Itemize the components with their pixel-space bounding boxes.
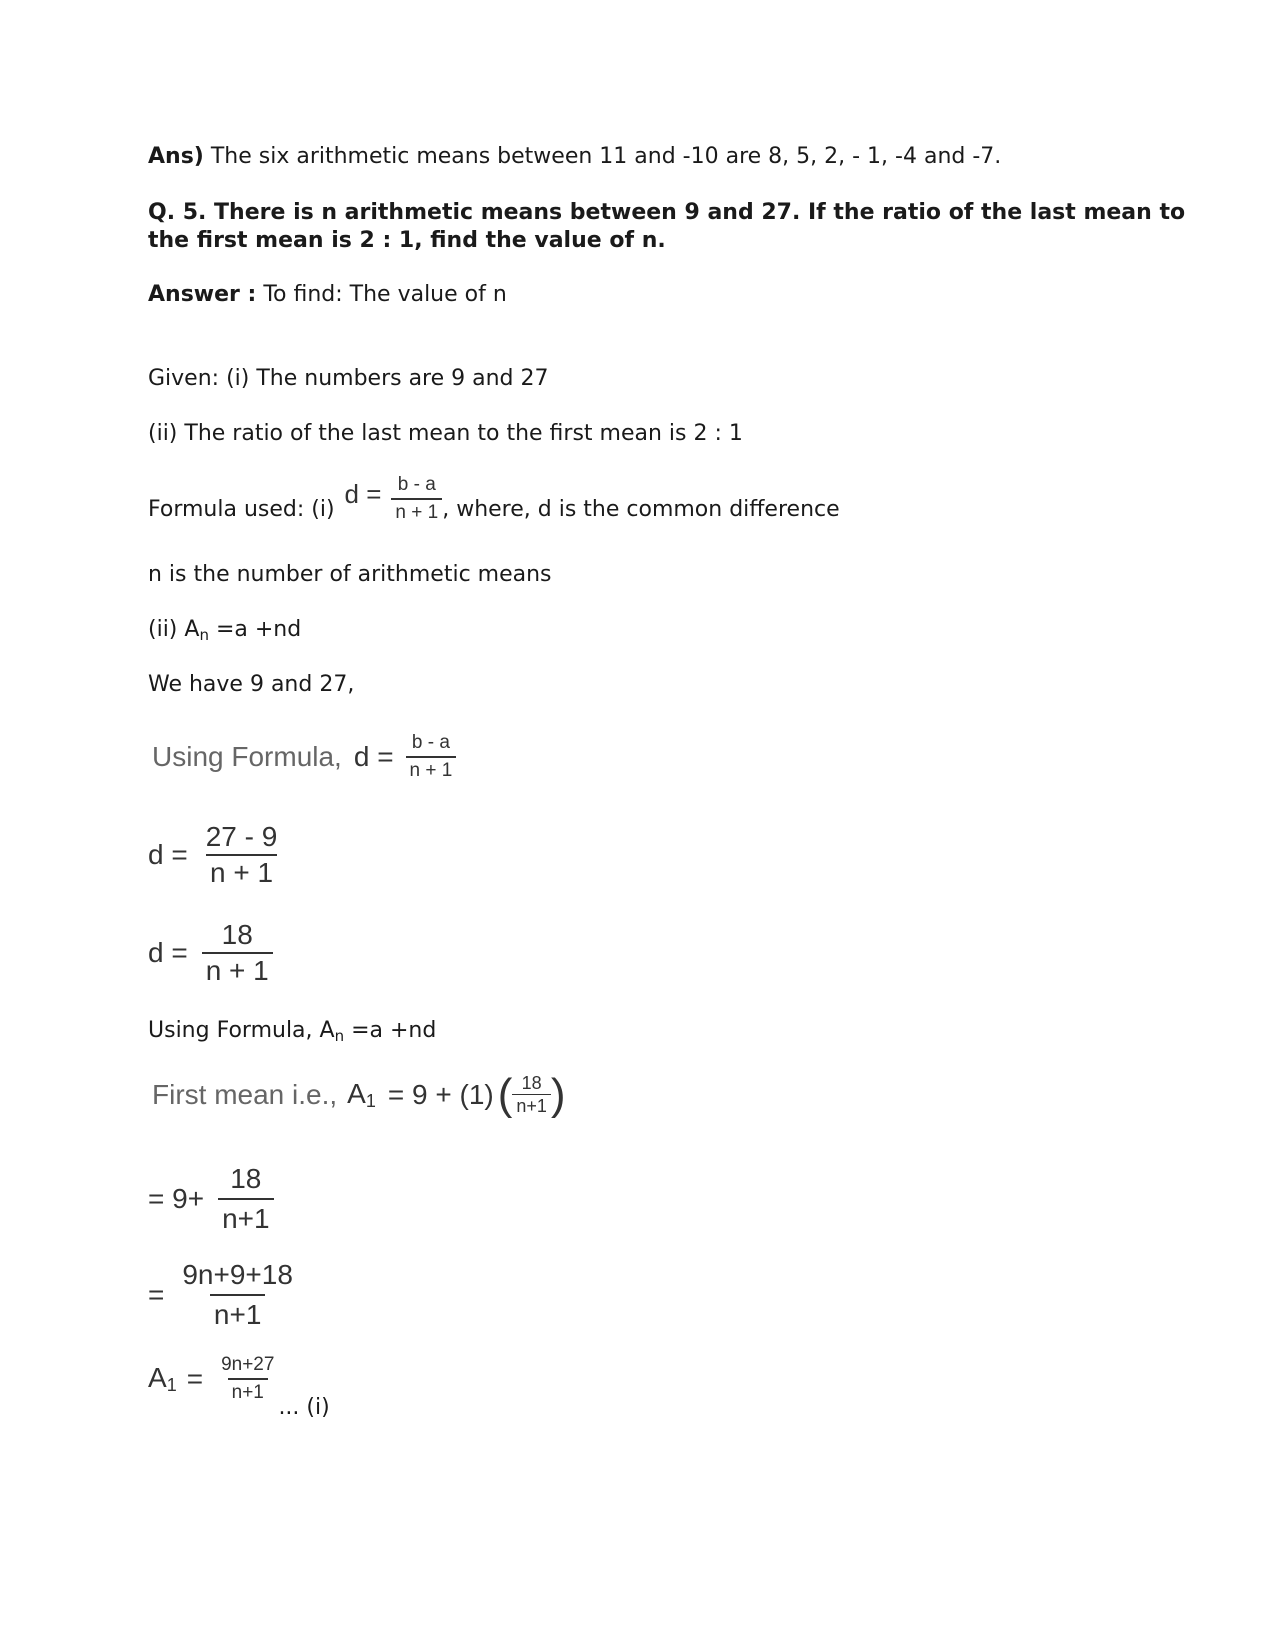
using2-prefix: Using Formula, A [148,1018,335,1043]
formula-used-prefix: Formula used: (i) [148,497,335,522]
formula1-fraction [391,472,442,526]
formula1-denominator: n + 1 [391,498,442,526]
step2-denominator: n + 1 [202,952,273,988]
given-line-2: (ii) The ratio of the last mean to the first mean is 2 : 1 [148,421,743,446]
using-formula-fraction [406,730,457,784]
first-mean-fraction [512,1072,551,1117]
step2-numerator: 18 [221,919,253,950]
formula2-rest: =a +nd [208,617,302,642]
first-mean-a [347,1078,376,1112]
right-paren: ) [550,1069,566,1119]
step4-numerator: 9n+9+18 [182,1259,293,1290]
using-formula-lhs: d = [353,741,394,772]
step4-lhs: = [148,1279,165,1310]
step5-fraction [217,1352,278,1406]
using-formula-denominator: n + 1 [406,756,457,784]
step2-fraction [202,918,273,988]
step-9-plus-18 [148,1160,274,1238]
step1-fraction [202,820,282,890]
step5-numerator: 9n+27 [221,1354,275,1375]
using-formula-label: Using Formula, [152,741,342,772]
formula2-prefix: (ii) A [148,617,200,642]
step5-a-letter: A [148,1362,167,1393]
first-mean-label: First mean i.e., [152,1078,338,1110]
left-paren: ( [497,1069,513,1119]
answer-text: To find: The value of n [256,282,507,307]
ans-label: Ans) [148,144,204,169]
formula2-subscript: n [199,626,209,644]
first-mean-a-subscript: 1 [365,1090,376,1111]
step5-a [148,1362,177,1396]
question-line-2: the first mean is 2 : 1, find the value of n. [148,228,666,253]
step1-denominator: n + 1 [206,854,277,890]
step4-fraction [178,1256,297,1334]
step1-numerator: 27 - 9 [205,821,278,852]
using-formula-an-line [148,1017,436,1050]
n-description: n is the number of arithmetic means [148,562,552,587]
previous-answer [148,143,1001,171]
step5-tag: ... (i) [278,1395,330,1420]
formula-used-line [148,472,840,526]
step1-lhs: d = [148,839,188,870]
step3-lhs: = 9+ [148,1183,205,1214]
step4-denominator: n+1 [210,1294,266,1334]
given-line-1: Given: (i) The numbers are 9 and 27 [148,366,549,391]
answer-line [148,281,507,309]
using2-subscript: n [334,1027,345,1045]
ans-text: The six arithmetic means between 11 and -10 are 8, 5, 2, - 1, -4 and -7. [203,144,1002,169]
first-mean-line [152,1069,566,1119]
step-combined [148,1256,297,1334]
first-mean-rhs: = 9 + (1) [387,1078,494,1110]
step3-numerator: 18 [230,1163,262,1194]
formula1-suffix: , where, d is the common difference [442,497,840,522]
answer-label: Answer : [148,282,257,307]
step3-fraction [218,1160,274,1238]
step5-a-subscript: 1 [166,1375,177,1395]
formula1-numerator: b - a [397,474,436,495]
step2-lhs: d = [148,937,188,968]
step-a1-result [148,1352,330,1420]
step3-denominator: n+1 [218,1198,274,1238]
first-mean-a-letter: A [347,1077,366,1109]
step5-eq: = [186,1363,204,1394]
we-have-line: We have 9 and 27, [148,672,355,697]
using-formula-numerator: b - a [411,732,450,753]
question-line-1: Q. 5. There is n arithmetic means between 9 and 27. If the ratio of the last mean to [148,200,1186,225]
formula2-line [148,616,301,649]
first-mean-numerator: 18 [521,1073,542,1093]
step-d-18 [148,918,273,988]
using-formula-d [152,730,456,784]
using2-rest: =a +nd [344,1018,437,1043]
step5-denominator: n+1 [228,1378,268,1406]
step-d-27-minus-9 [148,820,281,890]
formula1-lhs: d = [344,479,382,509]
first-mean-denominator: n+1 [512,1094,551,1117]
